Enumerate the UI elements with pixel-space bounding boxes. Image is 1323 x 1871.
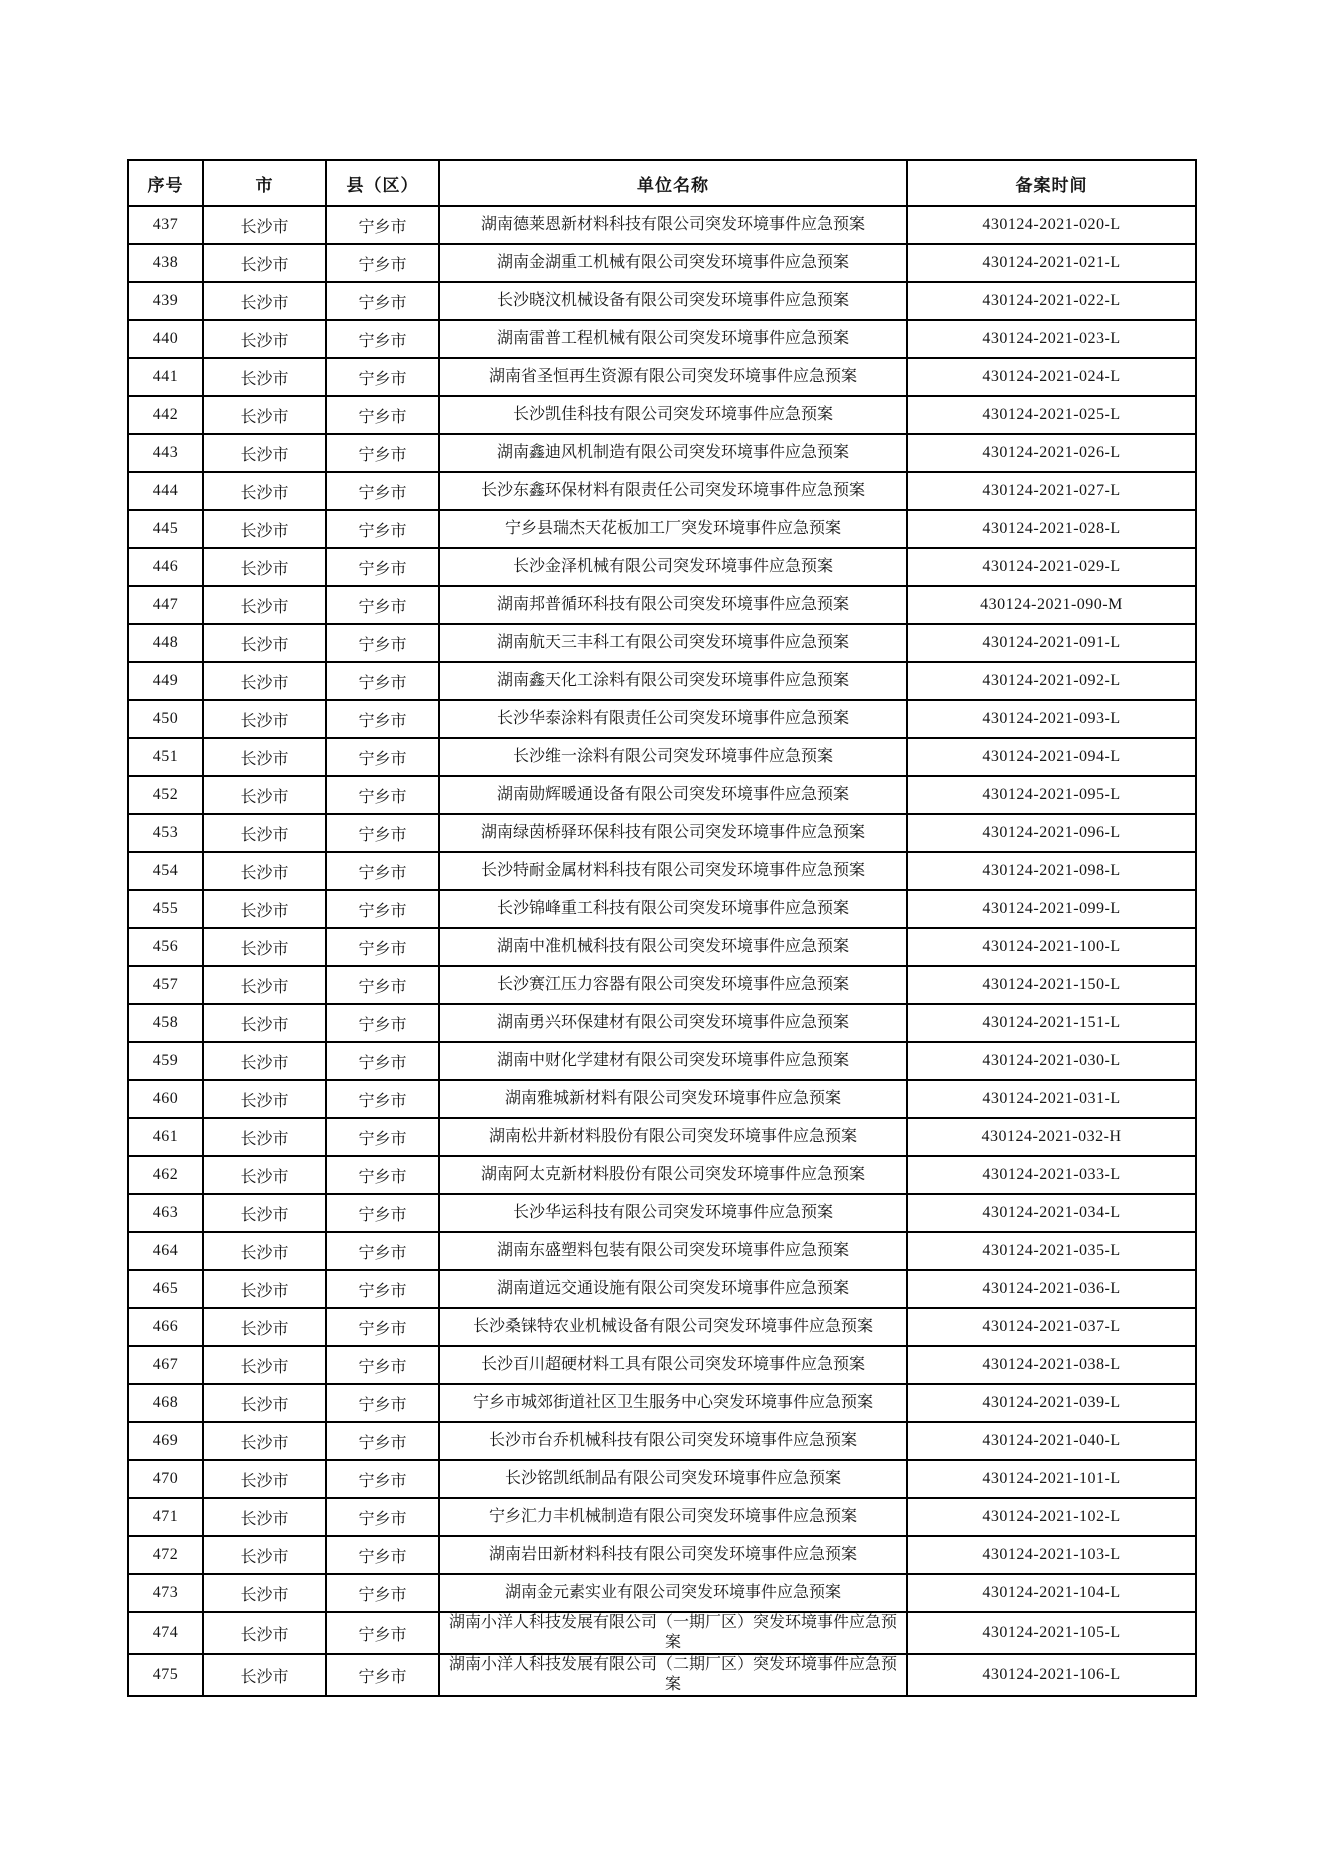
unit-name-cell	[439, 1654, 907, 1696]
table-row	[128, 1654, 1196, 1696]
serial-cell: 465	[128, 1270, 203, 1308]
city-cell: 长沙市	[203, 282, 326, 320]
unit-name-text: 湖南东盛塑料包装有限公司突发环境事件应急预案	[496, 1242, 849, 1259]
city-cell: 长沙市	[203, 548, 326, 586]
header-row	[128, 160, 1196, 206]
unit-name-cell	[439, 1422, 907, 1460]
unit-name-cell	[439, 586, 907, 624]
city-cell: 长沙市	[203, 966, 326, 1004]
record-code-cell: 430124-2021-094-L	[907, 738, 1196, 776]
unit-name-text: 长沙维一涂料有限公司突发环境事件应急预案	[512, 748, 833, 765]
unit-name-text: 湖南绿茵桥驿环保科技有限公司突发环境事件应急预案	[480, 824, 865, 841]
column-header-unit-name: 单位名称	[439, 160, 907, 206]
unit-name-cell	[439, 548, 907, 586]
county-cell: 宁乡市	[326, 510, 439, 548]
city-cell: 长沙市	[203, 928, 326, 966]
county-cell: 宁乡市	[326, 1536, 439, 1574]
unit-name-cell	[439, 1270, 907, 1308]
record-code-cell: 430124-2021-031-L	[907, 1080, 1196, 1118]
record-code-cell: 430124-2021-103-L	[907, 1536, 1196, 1574]
serial-cell: 467	[128, 1346, 203, 1384]
unit-name-cell	[439, 358, 907, 396]
record-code-cell: 430124-2021-034-L	[907, 1194, 1196, 1232]
table-row	[128, 206, 1196, 244]
county-cell: 宁乡市	[326, 282, 439, 320]
record-code-cell: 430124-2021-032-H	[907, 1118, 1196, 1156]
county-cell: 宁乡市	[326, 852, 439, 890]
serial-cell: 473	[128, 1574, 203, 1612]
unit-name-cell	[439, 814, 907, 852]
unit-name-cell	[439, 1460, 907, 1498]
serial-cell: 452	[128, 776, 203, 814]
unit-name-text: 长沙特耐金属材料科技有限公司突发环境事件应急预案	[480, 862, 865, 879]
table-row	[128, 1080, 1196, 1118]
unit-name-cell	[439, 890, 907, 928]
county-cell: 宁乡市	[326, 1422, 439, 1460]
city-cell: 长沙市	[203, 396, 326, 434]
unit-name-text: 长沙铭凯纸制品有限公司突发环境事件应急预案	[504, 1470, 841, 1487]
serial-cell: 464	[128, 1232, 203, 1270]
unit-name-cell	[439, 282, 907, 320]
unit-name-text: 湖南中准机械科技有限公司突发环境事件应急预案	[496, 938, 849, 955]
county-cell: 宁乡市	[326, 624, 439, 662]
record-code-cell: 430124-2021-035-L	[907, 1232, 1196, 1270]
city-cell: 长沙市	[203, 662, 326, 700]
unit-name-text: 长沙赛江压力容器有限公司突发环境事件应急预案	[496, 976, 849, 993]
serial-cell: 442	[128, 396, 203, 434]
county-cell: 宁乡市	[326, 1118, 439, 1156]
county-cell: 宁乡市	[326, 814, 439, 852]
table-row	[128, 1346, 1196, 1384]
unit-name-text: 长沙凯佳科技有限公司突发环境事件应急预案	[512, 406, 833, 423]
city-cell: 长沙市	[203, 1654, 326, 1696]
serial-cell: 441	[128, 358, 203, 396]
table-row	[128, 1612, 1196, 1654]
county-cell: 宁乡市	[326, 1346, 439, 1384]
unit-name-cell	[439, 244, 907, 282]
record-code-cell: 430124-2021-029-L	[907, 548, 1196, 586]
table-row	[128, 1460, 1196, 1498]
unit-name-cell	[439, 510, 907, 548]
unit-name-text: 长沙桑铼特农业机械设备有限公司突发环境事件应急预案	[472, 1318, 873, 1335]
unit-name-cell	[439, 1308, 907, 1346]
serial-cell: 462	[128, 1156, 203, 1194]
serial-cell: 453	[128, 814, 203, 852]
county-cell: 宁乡市	[326, 472, 439, 510]
serial-cell: 447	[128, 586, 203, 624]
unit-name-cell	[439, 776, 907, 814]
city-cell: 长沙市	[203, 776, 326, 814]
serial-cell: 454	[128, 852, 203, 890]
serial-cell: 449	[128, 662, 203, 700]
serial-cell: 444	[128, 472, 203, 510]
table-row	[128, 662, 1196, 700]
county-cell: 宁乡市	[326, 738, 439, 776]
serial-cell: 466	[128, 1308, 203, 1346]
serial-cell: 470	[128, 1460, 203, 1498]
serial-cell: 446	[128, 548, 203, 586]
city-cell: 长沙市	[203, 1384, 326, 1422]
unit-name-text: 湖南航天三丰科工有限公司突发环境事件应急预案	[496, 634, 849, 651]
city-cell: 长沙市	[203, 1498, 326, 1536]
city-cell: 长沙市	[203, 738, 326, 776]
serial-cell: 474	[128, 1612, 203, 1654]
unit-name-cell	[439, 1384, 907, 1422]
record-code-cell: 430124-2021-036-L	[907, 1270, 1196, 1308]
county-cell: 宁乡市	[326, 586, 439, 624]
county-cell: 宁乡市	[326, 966, 439, 1004]
county-cell: 宁乡市	[326, 1156, 439, 1194]
city-cell: 长沙市	[203, 814, 326, 852]
county-cell: 宁乡市	[326, 548, 439, 586]
city-cell: 长沙市	[203, 890, 326, 928]
unit-name-text: 湖南金湖重工机械有限公司突发环境事件应急预案	[496, 254, 849, 271]
serial-cell: 460	[128, 1080, 203, 1118]
table-row	[128, 890, 1196, 928]
table-row	[128, 586, 1196, 624]
serial-cell: 440	[128, 320, 203, 358]
city-cell: 长沙市	[203, 434, 326, 472]
unit-name-cell	[439, 1042, 907, 1080]
city-cell: 长沙市	[203, 1232, 326, 1270]
column-header-record-time: 备案时间	[907, 160, 1196, 206]
unit-name-text: 长沙金泽机械有限公司突发环境事件应急预案	[512, 558, 833, 575]
unit-name-cell	[439, 1004, 907, 1042]
record-code-cell: 430124-2021-027-L	[907, 472, 1196, 510]
record-code-cell: 430124-2021-092-L	[907, 662, 1196, 700]
table-row	[128, 966, 1196, 1004]
column-header-city: 市	[203, 160, 326, 206]
county-cell: 宁乡市	[326, 1270, 439, 1308]
serial-cell: 458	[128, 1004, 203, 1042]
county-cell: 宁乡市	[326, 1612, 439, 1654]
unit-name-cell	[439, 624, 907, 662]
record-code-cell: 430124-2021-025-L	[907, 396, 1196, 434]
unit-name-text: 湖南中财化学建材有限公司突发环境事件应急预案	[496, 1052, 849, 1069]
table-row	[128, 1536, 1196, 1574]
city-cell: 长沙市	[203, 358, 326, 396]
city-cell: 长沙市	[203, 472, 326, 510]
county-cell: 宁乡市	[326, 776, 439, 814]
unit-name-text: 长沙百川超硬材料工具有限公司突发环境事件应急预案	[480, 1356, 865, 1373]
record-code-cell: 430124-2021-040-L	[907, 1422, 1196, 1460]
record-code-cell: 430124-2021-039-L	[907, 1384, 1196, 1422]
serial-cell: 438	[128, 244, 203, 282]
unit-name-cell	[439, 738, 907, 776]
record-code-cell: 430124-2021-023-L	[907, 320, 1196, 358]
record-code-cell: 430124-2021-098-L	[907, 852, 1196, 890]
unit-name-cell	[439, 1612, 907, 1654]
unit-name-cell	[439, 434, 907, 472]
record-code-cell: 430124-2021-028-L	[907, 510, 1196, 548]
record-code-cell: 430124-2021-038-L	[907, 1346, 1196, 1384]
serial-cell: 443	[128, 434, 203, 472]
table-row	[128, 1194, 1196, 1232]
unit-name-text: 湖南松井新材料股份有限公司突发环境事件应急预案	[488, 1128, 857, 1145]
unit-name-text: 宁乡县瑞杰天花板加工厂突发环境事件应急预案	[504, 520, 841, 537]
table-row	[128, 1156, 1196, 1194]
serial-cell: 469	[128, 1422, 203, 1460]
county-cell: 宁乡市	[326, 1460, 439, 1498]
unit-name-text: 湖南邦普循环科技有限公司突发环境事件应急预案	[496, 596, 849, 613]
city-cell: 长沙市	[203, 1308, 326, 1346]
record-code-cell: 430124-2021-106-L	[907, 1654, 1196, 1696]
table-row	[128, 1574, 1196, 1612]
city-cell: 长沙市	[203, 320, 326, 358]
unit-name-cell	[439, 1346, 907, 1384]
city-cell: 长沙市	[203, 1004, 326, 1042]
record-code-cell: 430124-2021-093-L	[907, 700, 1196, 738]
county-cell: 宁乡市	[326, 1004, 439, 1042]
serial-cell: 445	[128, 510, 203, 548]
table-row	[128, 320, 1196, 358]
city-cell: 长沙市	[203, 1194, 326, 1232]
serial-cell: 448	[128, 624, 203, 662]
county-cell: 宁乡市	[326, 700, 439, 738]
unit-name-cell	[439, 1080, 907, 1118]
serial-cell: 450	[128, 700, 203, 738]
unit-name-text: 湖南鑫天化工涂料有限公司突发环境事件应急预案	[496, 672, 849, 689]
unit-name-text: 湖南勇兴环保建材有限公司突发环境事件应急预案	[496, 1014, 849, 1031]
city-cell: 长沙市	[203, 1422, 326, 1460]
unit-name-text: 长沙市台乔机械科技有限公司突发环境事件应急预案	[488, 1432, 857, 1449]
table-row	[128, 852, 1196, 890]
serial-cell: 459	[128, 1042, 203, 1080]
record-code-cell: 430124-2021-022-L	[907, 282, 1196, 320]
county-cell: 宁乡市	[326, 206, 439, 244]
table-row	[128, 1232, 1196, 1270]
city-cell: 长沙市	[203, 1346, 326, 1384]
table-row	[128, 1270, 1196, 1308]
unit-name-cell	[439, 966, 907, 1004]
unit-name-cell	[439, 852, 907, 890]
serial-cell: 468	[128, 1384, 203, 1422]
county-cell: 宁乡市	[326, 1498, 439, 1536]
record-code-cell: 430124-2021-105-L	[907, 1612, 1196, 1654]
unit-name-text: 湖南金元素实业有限公司突发环境事件应急预案	[504, 1584, 841, 1601]
unit-name-cell	[439, 1232, 907, 1270]
city-cell: 长沙市	[203, 700, 326, 738]
table-row	[128, 814, 1196, 852]
unit-name-text: 长沙华泰涂料有限责任公司突发环境事件应急预案	[496, 710, 849, 727]
record-code-cell: 430124-2021-096-L	[907, 814, 1196, 852]
record-code-cell: 430124-2021-021-L	[907, 244, 1196, 282]
serial-cell: 455	[128, 890, 203, 928]
unit-name-cell	[439, 1536, 907, 1574]
city-cell: 长沙市	[203, 510, 326, 548]
record-code-cell: 430124-2021-033-L	[907, 1156, 1196, 1194]
unit-name-text: 宁乡汇力丰机械制造有限公司突发环境事件应急预案	[488, 1508, 857, 1525]
record-code-cell: 430124-2021-030-L	[907, 1042, 1196, 1080]
unit-name-cell	[439, 320, 907, 358]
record-code-cell: 430124-2021-090-M	[907, 586, 1196, 624]
city-cell: 长沙市	[203, 1612, 326, 1654]
unit-name-cell	[439, 1156, 907, 1194]
county-cell: 宁乡市	[326, 1574, 439, 1612]
unit-name-text: 湖南德莱恩新材料科技有限公司突发环境事件应急预案	[480, 216, 865, 233]
table-row	[128, 472, 1196, 510]
unit-name-text: 湖南勋辉暖通设备有限公司突发环境事件应急预案	[496, 786, 849, 803]
county-cell: 宁乡市	[326, 928, 439, 966]
city-cell: 长沙市	[203, 852, 326, 890]
unit-name-text: 湖南小洋人科技发展有限公司（二期厂区）突发环境事件应急预案	[448, 1656, 897, 1693]
column-header-county: 县（区）	[326, 160, 439, 206]
record-code-cell: 430124-2021-037-L	[907, 1308, 1196, 1346]
unit-name-cell	[439, 1194, 907, 1232]
unit-name-cell	[439, 396, 907, 434]
serial-cell: 461	[128, 1118, 203, 1156]
unit-name-text: 长沙锦峰重工科技有限公司突发环境事件应急预案	[496, 900, 849, 917]
unit-name-text: 宁乡市城郊街道社区卫生服务中心突发环境事件应急预案	[472, 1394, 873, 1411]
unit-name-text: 湖南雷普工程机械有限公司突发环境事件应急预案	[496, 330, 849, 347]
unit-name-text: 湖南小洋人科技发展有限公司（一期厂区）突发环境事件应急预案	[448, 1614, 897, 1651]
table-header	[128, 160, 1196, 206]
unit-name-cell	[439, 472, 907, 510]
table-row	[128, 244, 1196, 282]
county-cell: 宁乡市	[326, 434, 439, 472]
column-header-serial: 序号	[128, 160, 203, 206]
unit-name-text: 湖南雅城新材料有限公司突发环境事件应急预案	[504, 1090, 841, 1107]
table-row	[128, 624, 1196, 662]
unit-name-text: 湖南省圣恒再生资源有限公司突发环境事件应急预案	[488, 368, 857, 385]
record-code-cell: 430124-2021-099-L	[907, 890, 1196, 928]
unit-name-text: 湖南岩田新材料科技有限公司突发环境事件应急预案	[488, 1546, 857, 1563]
city-cell: 长沙市	[203, 1118, 326, 1156]
county-cell: 宁乡市	[326, 1384, 439, 1422]
unit-name-cell	[439, 700, 907, 738]
serial-cell: 456	[128, 928, 203, 966]
city-cell: 长沙市	[203, 1080, 326, 1118]
table-row	[128, 548, 1196, 586]
table-row	[128, 700, 1196, 738]
table-row	[128, 282, 1196, 320]
table-row	[128, 1118, 1196, 1156]
city-cell: 长沙市	[203, 206, 326, 244]
table-body	[128, 206, 1196, 1696]
city-cell: 长沙市	[203, 586, 326, 624]
unit-name-text: 湖南阿太克新材料股份有限公司突发环境事件应急预案	[480, 1166, 865, 1183]
county-cell: 宁乡市	[326, 890, 439, 928]
table-row	[128, 776, 1196, 814]
serial-cell: 439	[128, 282, 203, 320]
table-row	[128, 928, 1196, 966]
city-cell: 长沙市	[203, 1270, 326, 1308]
city-cell: 长沙市	[203, 1042, 326, 1080]
table-row	[128, 738, 1196, 776]
table-row	[128, 1042, 1196, 1080]
table-row	[128, 1308, 1196, 1346]
record-code-cell: 430124-2021-104-L	[907, 1574, 1196, 1612]
table-row	[128, 1422, 1196, 1460]
table-row	[128, 1004, 1196, 1042]
record-code-cell: 430124-2021-102-L	[907, 1498, 1196, 1536]
city-cell: 长沙市	[203, 244, 326, 282]
serial-cell: 475	[128, 1654, 203, 1696]
serial-cell: 451	[128, 738, 203, 776]
unit-name-cell	[439, 1118, 907, 1156]
table-row	[128, 396, 1196, 434]
city-cell: 长沙市	[203, 1460, 326, 1498]
record-code-cell: 430124-2021-091-L	[907, 624, 1196, 662]
city-cell: 长沙市	[203, 624, 326, 662]
county-cell: 宁乡市	[326, 1232, 439, 1270]
unit-name-text: 长沙晓汶机械设备有限公司突发环境事件应急预案	[496, 292, 849, 309]
county-cell: 宁乡市	[326, 1308, 439, 1346]
unit-name-cell	[439, 1498, 907, 1536]
records-table	[127, 159, 1197, 1697]
serial-cell: 472	[128, 1536, 203, 1574]
unit-name-text: 湖南鑫迪风机制造有限公司突发环境事件应急预案	[496, 444, 849, 461]
table-row	[128, 1498, 1196, 1536]
serial-cell: 457	[128, 966, 203, 1004]
record-code-cell: 430124-2021-095-L	[907, 776, 1196, 814]
table-row	[128, 1384, 1196, 1422]
serial-cell: 471	[128, 1498, 203, 1536]
table-row	[128, 434, 1196, 472]
record-code-cell: 430124-2021-150-L	[907, 966, 1196, 1004]
record-code-cell: 430124-2021-151-L	[907, 1004, 1196, 1042]
record-code-cell: 430124-2021-020-L	[907, 206, 1196, 244]
unit-name-text: 长沙东鑫环保材料有限责任公司突发环境事件应急预案	[480, 482, 865, 499]
serial-cell: 437	[128, 206, 203, 244]
county-cell: 宁乡市	[326, 244, 439, 282]
county-cell: 宁乡市	[326, 662, 439, 700]
record-code-cell: 430124-2021-026-L	[907, 434, 1196, 472]
unit-name-cell	[439, 928, 907, 966]
county-cell: 宁乡市	[326, 396, 439, 434]
county-cell: 宁乡市	[326, 1654, 439, 1696]
county-cell: 宁乡市	[326, 1042, 439, 1080]
record-code-cell: 430124-2021-024-L	[907, 358, 1196, 396]
table-row	[128, 510, 1196, 548]
record-code-cell: 430124-2021-101-L	[907, 1460, 1196, 1498]
county-cell: 宁乡市	[326, 320, 439, 358]
city-cell: 长沙市	[203, 1574, 326, 1612]
unit-name-cell	[439, 1574, 907, 1612]
unit-name-cell	[439, 662, 907, 700]
serial-cell: 463	[128, 1194, 203, 1232]
unit-name-text: 长沙华运科技有限公司突发环境事件应急预案	[512, 1204, 833, 1221]
table-row	[128, 358, 1196, 396]
unit-name-cell	[439, 206, 907, 244]
unit-name-text: 湖南道远交通设施有限公司突发环境事件应急预案	[496, 1280, 849, 1297]
city-cell: 长沙市	[203, 1536, 326, 1574]
county-cell: 宁乡市	[326, 1080, 439, 1118]
city-cell: 长沙市	[203, 1156, 326, 1194]
record-code-cell: 430124-2021-100-L	[907, 928, 1196, 966]
county-cell: 宁乡市	[326, 1194, 439, 1232]
county-cell: 宁乡市	[326, 358, 439, 396]
